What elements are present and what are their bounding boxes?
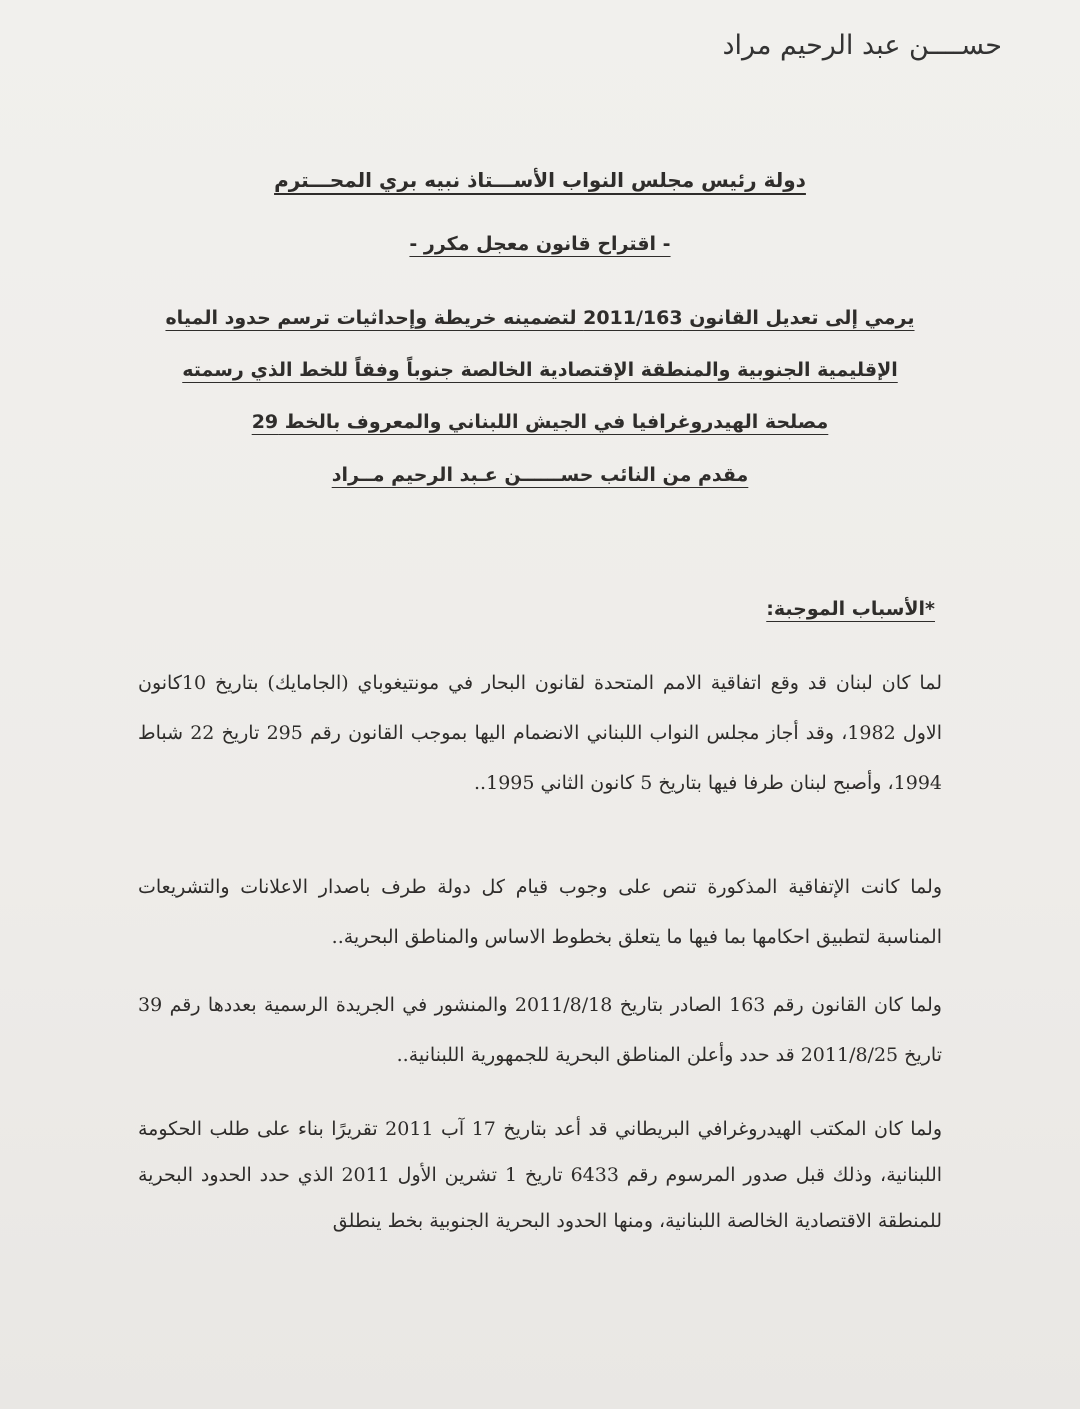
reasons-paragraph: ولما كانت الإتفاقية المذكورة تنص على وجوب قيام كل دولة طرف باصدار الاعلانات والتشريعات المناسبة لتطبيق احكامها بما فيها ما يتعلق بخطوط الاساس والمناطق البحرية.. [138, 876, 942, 948]
presented-by-heading: مقدم من النائب حســــــن عـبد الرحيم مــراد [331, 464, 749, 486]
reasons-paragraph: لما كان لبنان قد وقع اتفاقية الامم المتحدة لقانون البحار في مونتيغوباي (الجامايك) بتاريخ 10كانون الاول 1982، وقد أجاز مجلس النواب اللبناني الانضمام اليها بموجب القانون رقم 295 تاريخ 22 شباط 1994، وأصبح لبنان طرفا فيها بتاريخ 5 كانون الثاني 1995.. [138, 672, 942, 794]
proposal-heading: - اقتراح قانون معجل مكرر - [409, 233, 671, 255]
reasons-paragraph: ولما كان القانون رقم 163 الصادر بتاريخ 2011/8/18 والمنشور في الجريدة الرسمية بعددها رقم 39 تاريخ 2011/8/25 قد حدد وأعلن المناطق البحرية للجمهورية اللبنانية.. [138, 994, 942, 1066]
author-name: حســــن عبد الرحيم مراد [722, 30, 1002, 61]
reasons-paragraph: ولما كان المكتب الهيدروغرافي البريطاني قد أعد بتاريخ 17 آب 2011 تقريرًا بناء على طلب الحكومة اللبنانية، وذلك قبل صدور المرسوم رقم 6433 تاريخ 1 تشرين الأول 2011 الذي حدد الحدود البحرية للمنطقة الاقتصادية الخالصة اللبنانية، ومنها الحدود البحرية الجنوبية بخط ينطلق [138, 1118, 943, 1232]
reasons-title: *الأسباب الموجبة: [766, 598, 935, 620]
addressee-heading: دولة رئيس مجلس النواب الأســـتاذ نبيه بري المحـــترم [274, 168, 806, 192]
subject-heading: يرمي إلى تعديل القانون 2011/163 لتضمينه خريطة وإحداثيات ترسم حدود المياه الإقليمية الجنوبية والمنطقة الإقتصادية الخالصة جنوباً وفقاً للخط الذي رسمته مصلحة الهيدروغرافيا في الجيش اللبناني والمعروف بالخط 29 [165, 307, 915, 433]
